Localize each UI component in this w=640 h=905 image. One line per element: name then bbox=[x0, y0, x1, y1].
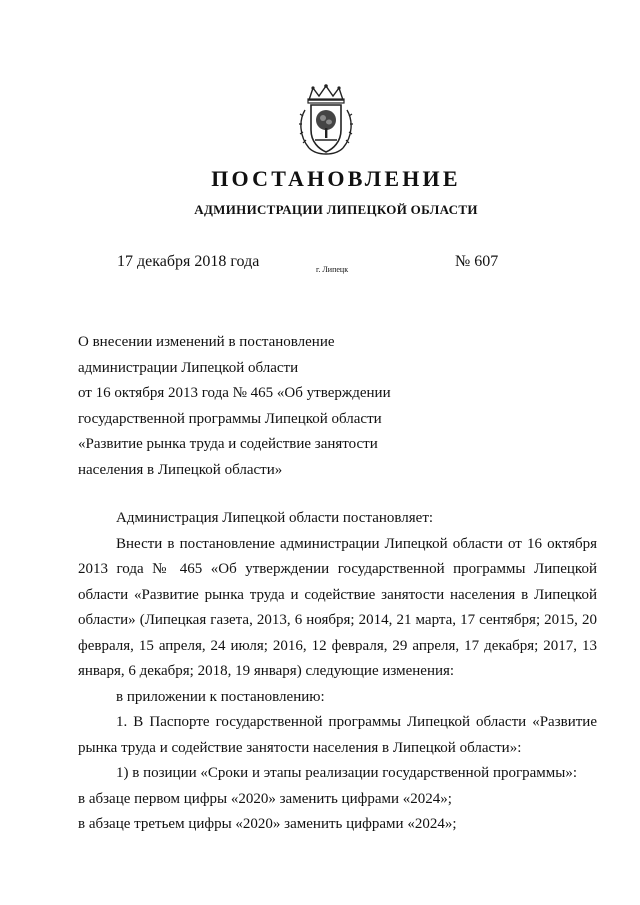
document-body bbox=[78, 506, 597, 838]
body-paragraph: в абзаце третьем цифры «2020» заменить цифрами «2024»; bbox=[78, 816, 457, 832]
body-paragraph: Внести в постановление администрации Липецкой области от 16 октября 2013 года № 465 «Об утверждении государственной программы Липецкой области «Развитие рынка труда и содействие занятости населения в Липецкой области» (Липецкая газета, 2013, 6 ноября; 2014, 21 марта, 17 сентября; 2015, 20 февраля, 15 апреля, 24 июля; 2016, 12 февраля, 29 апреля, 17 декабря; 2017, 13 января, 6 декабря; 2018, 19 января) следующие изменения: bbox=[78, 535, 597, 679]
document-city: г. Липецк bbox=[316, 265, 349, 274]
document-heading bbox=[78, 330, 391, 483]
body-paragraph: в абзаце первом цифры «2020» заменить цифрами «2024»; bbox=[78, 790, 452, 807]
document-date: 17 декабря 2018 года bbox=[117, 253, 260, 270]
heading-line: О внесении изменений в постановление bbox=[78, 334, 335, 350]
issuing-authority: АДМИНИСТРАЦИИ ЛИПЕЦКОЙ ОБЛАСТИ bbox=[194, 202, 478, 217]
body-paragraph: 1. В Паспорте государственной программы Липецкой области «Развитие рынка труда и содействие занятости населения в Липецкой области»: bbox=[78, 714, 597, 756]
heading-line: населения в Липецкой области» bbox=[78, 461, 283, 478]
document-title: ПОСТАНОВЛЕНИЕ bbox=[211, 166, 461, 191]
document-number: № 607 bbox=[455, 253, 499, 270]
body-paragraph: Администрация Липецкой области постановляет: bbox=[116, 510, 434, 526]
coat-of-arms-emblem bbox=[299, 84, 353, 158]
heading-line: государственной программы Липецкой области bbox=[78, 410, 382, 427]
body-paragraph: в приложении к постановлению: bbox=[116, 688, 325, 705]
heading-line: администрации Липецкой области bbox=[78, 359, 299, 376]
body-paragraph: 1) в позиции «Сроки и этапы реализации государственной программы»: bbox=[116, 765, 578, 781]
heading-line: от 16 октября 2013 года № 465 «Об утверждении bbox=[78, 385, 391, 401]
heading-line: «Развитие рынка труда и содействие занятости bbox=[78, 436, 378, 452]
